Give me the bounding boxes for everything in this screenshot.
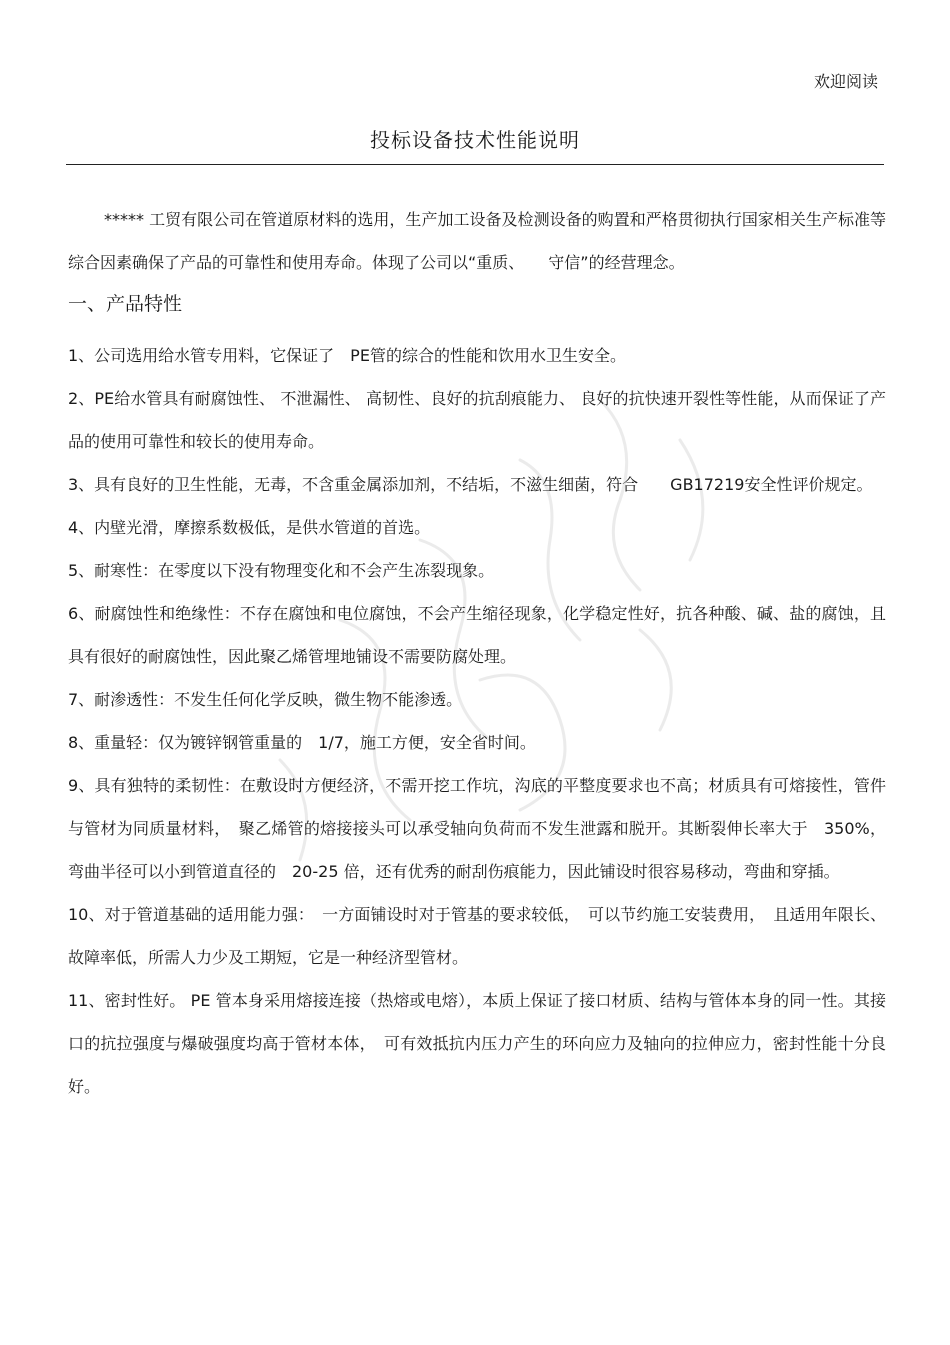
list-item: 2、PE给水管具有耐腐蚀性、 不泄漏性、 高韧性、良好的抗刮痕能力、 良好的抗快速开裂性等性能，从而保证了产品的使用可靠性和较长的使用寿命。 [68,389,886,451]
list-item: 9、具有独特的柔韧性：在敷设时方便经济，不需开挖工作坑，沟底的平整度要求也不高；材质具有可熔接性，管件与管材为同质量材料， 聚乙烯管的熔接接头可以承受轴向负荷而不发生泄露和脱开。其断裂伸长率大于 350%，弯曲半径可以小到管道直径的 20-25 倍，还有优秀的耐刮伤痕能力，因此铺设时很容易移动，弯曲和穿插。 [68,776,886,881]
list-item: 4、内壁光滑，摩擦系数极低，是供水管道的首选。 [68,518,431,537]
document-body [68,198,886,1108]
list-item: 8、重量轻：仅为镀锌钢管重量的 1/7，施工方便，安全省时间。 [68,733,536,752]
list-item: 5、耐寒性：在零度以下没有物理变化和不会产生冻裂现象。 [68,561,495,580]
list-item: 10、对于管道基础的适用能力强： 一方面铺设时对于管基的要求较低， 可以节约施工安装费用， 且适用年限长、故障率低，所需人力少及工期短，它是一种经济型管材。 [68,905,886,967]
list-item: 3、具有良好的卫生性能，无毒，不含重金属添加剂，不结垢，不滋生细菌，符合 GB17219安全性评价规定。 [68,475,873,494]
list-item: 6、耐腐蚀性和绝缘性：不存在腐蚀和电位腐蚀，不会产生缩径现象，化学稳定性好，抗各种酸、碱、盐的腐蚀，且具有很好的耐腐蚀性，因此聚乙烯管埋地铺设不需要防腐处理。 [68,604,886,666]
list-item: 7、耐渗透性：不发生任何化学反映，微生物不能渗透。 [68,690,463,709]
intro-paragraph: ***** 工贸有限公司在管道原材料的选用，生产加工设备及检测设备的购置和严格贯彻执行国家相关生产标准等综合因素确保了产品的可靠性和使用寿命。体现了公司以“重质、 守信”的经营理念。 [68,210,886,272]
list-item: 1、公司选用给水管专用料，它保证了 PE管的综合的性能和饮用水卫生安全。 [68,346,626,365]
list-item: 11、密封性好。 PE 管本身采用熔接连接（热熔或电熔），本质上保证了接口材质、结构与管体本身的同一性。其接口的抗拉强度与爆破强度均高于管材本体， 可有效抵抗内压力产生的环向应力及轴向的拉伸应力，密封性能十分良好。 [68,991,886,1096]
title-divider [66,164,884,165]
section-heading: 一、产品特性 [68,293,183,315]
document-title: 投标设备技术性能说明 [370,128,580,152]
header-note: 欢迎阅读 [813,72,878,91]
